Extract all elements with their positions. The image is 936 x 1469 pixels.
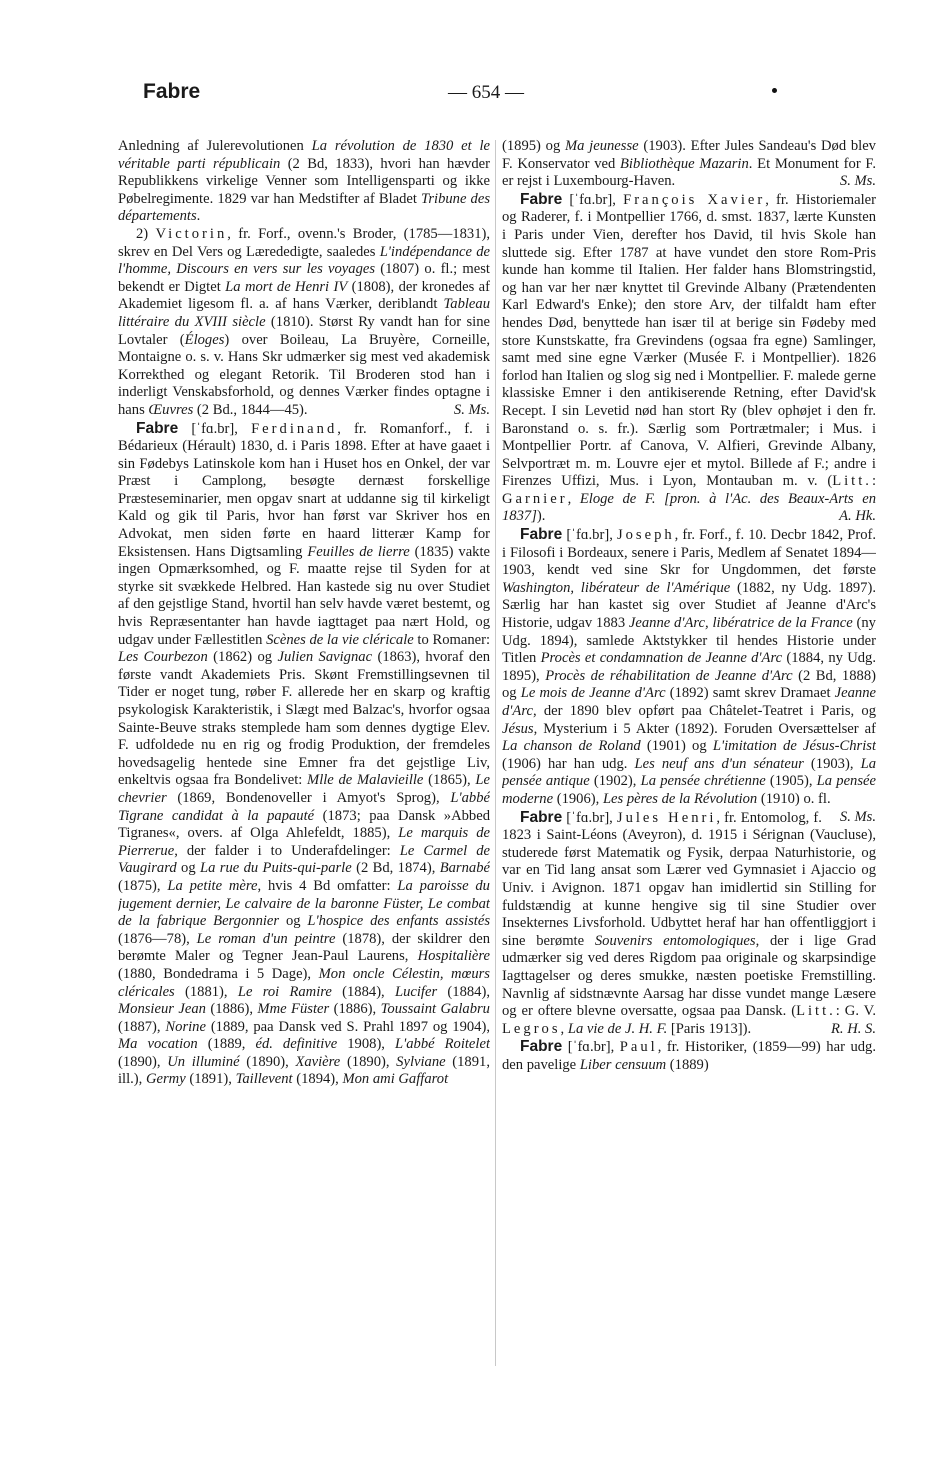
entry-francois-xavier: Fabre [ˈfɑ.br], François Xavier, fr. Historiemaler og Raderer, f. i Montpellier 1766, d. smst. 1837, lærte Kunsten i Paris under Vien, derefter hos David, til hvis Skole han sluttede sig. Efter 1787 at have vundet den store Rom-Pris kunde han komme til Italien. Her falder hans Blomstringstid, og han var her nær knyttet til Grevinde Albany (Prætendenten Karl Edward's Enke); den store Arv, der tilfaldt ham efter hendes Død, benyttede han især til at berige sin Fødeby med store Kunstskatte, fra Grevindens (ogsaa fra egne) Samlinger, samt med sine egne Værker (Musée F. i Montpellier). 1826 forlod han Italien og slog sig ned i Montpellier. F. malede gerne klassiske Emner i den antikiserende Retning, efter David'sk Recept. I sin Levetid nød han stort Ry (blev ophøjet i den fr. Baronstand o. s. fr.). Særlig som Portrætmaler; i Mus. i Montpellier Portr. af Canova, V. Alfieri, Grevinde Albany, Selvportræt m. m. Louvre ejer et mytol. Billede af F.; andre i Firenzes Uffizi, Mus. i Lyon, Montauban m. v. (Litt.: Garnier, Eloge de F. [pron. à l'Ac. des Beaux-Arts en 1837]). A. Hk.: [502, 190, 876, 525]
left-column: [118, 138, 490, 1368]
entry-headword: Fabre: [136, 419, 179, 437]
author-signature: S. Ms.: [453, 401, 490, 418]
author-signature: S. Ms.: [839, 173, 876, 190]
entry-headword: Fabre: [520, 190, 563, 208]
entry-victorin: 2) Victorin, fr. Forf., ovenn.'s Broder, (1785—1831), skrev en Del Vers og Lærededigte, saaledes L'indépendance de l'homme, Discours en vers sur les voyages (1807) o. fl.; mest bekendt er Digtet La mort de Henri IV (1808), der kronedes af Akademiet ligesom fl. a. af hans Værker, deriblandt Tableau littéraire du XVIII siècle (1810). Størst Ry vandt han for sine Lovtaler (Éloges) over Boileau, La Bruyère, Corneille, Montaigne o. s. v. Hans Skr udmærker sig mest ved akademisk Korrekthed og elegant Retorik. Til Broderen stod han i inderligt Venskabsforhold, og dennes Værker findes optagne i hans Œuvres (2 Bd., 1844—45). S. Ms.: [118, 225, 490, 418]
entry-headword: Fabre: [520, 1038, 563, 1056]
entry-name: François Xavier: [623, 191, 766, 208]
author-signature: A. Hk.: [839, 508, 876, 525]
column-divider: [495, 140, 496, 1366]
entry-paul: Fabre [ˈfɑ.br], Paul, fr. Historiker, (1859—99) har udg. den pavelige Liber censuum (1889): [502, 1038, 876, 1073]
author-signature: S. Ms.: [839, 808, 876, 825]
page-number: — 654 —: [448, 82, 524, 103]
entry-name: Paul: [619, 1039, 658, 1056]
entry-name: Victorin: [155, 225, 228, 242]
page-header: [0, 78, 936, 114]
entry-jules-henri: Fabre [ˈfɑ.br], Jules Henri, fr. Entomolog, f. 1823 i Saint-Léons (Aveyron), d. 1915 i Sérignan (Vaucluse), studerede først Matematik og Fysik, derpaa Naturhistorie, og var en Tid lang ansat som Lærer ved Gymnasiet i Ajaccio og Univ. i Avignon. 1871 opgav han imidlertid sin Stilling for fuldstændig at kunne hengive sig til sine Studier over Insekternes Livsforhold. Udbyttet heraf har han offentliggjort i sine berømte Souvenirs entomologiques, der i lige Grad udmærker sig ved deres Rigdom paa originale og skarpsindige Iagttagelser og deres smukke, næsten poetiske Fremstilling. Navnlig af sidstnævnte Aarsag har disse vundet mange Læsere og er oftere blevne oversatte, ogsaa paa Dansk. (Litt.: G. V. Legros, La vie de J. H. F. [Paris 1913]). R. H. S.: [502, 808, 876, 1037]
entry-joseph: Fabre [ˈfɑ.br], Joseph, fr. Forf., f. 10. Decbr 1842, Prof. i Filosofi i Bordeaux, senere i Paris, Medlem af Senatet 1894—1903, kendt ved sine Skr for Ungdommen, det første Washington, libérateur de l'Amérique (1882, ny Udg. 1897). Særlig har han kastet sig over Studiet af Jeanne d'Arc's Historie, udgav 1883 Jeanne d'Arc, libératrice de la France (ny Udg. 1894), samlede Aktstykker til hendes Historie under Titlen Procès et condamnation de Jeanne d'Arc (1884, ny Udg. 1895), Procès de réhabilitation de Jeanne d'Arc (2 Bd, 1888) og Le mois de Jeanne d'Arc (1892) samt skrev Dramaet Jeanne d'Arc, der 1890 blev opført paa Châtelet-Teatret i Paris, og Jésus, Mysterium i 5 Akter (1892). Foruden Oversættelser af La chanson de Roland (1901) og L'imitation de Jésus-Christ (1906) har han udg. Les neuf ans d'un sénateur (1903), La pensée antique (1902), La pensée chrétienne (1905), La pensée moderne (1906), Les pères de la Révolution (1910) o. fl. S. Ms.: [502, 526, 876, 825]
entry-name: Ferdinand: [251, 420, 338, 437]
running-headword: Fabre: [143, 80, 201, 103]
entry-continuation: Anledning af Julerevolutionen La révolution de 1830 et le véritable parti républicain (2 Bd, 1833), hvori han hævder Republikkens virkelige Venner som Intelligensparti og ikke Pøbelregimente. 1829 var han Medstifter af Bladet Tribune des départements.: [118, 138, 490, 225]
entry-headword: Fabre: [520, 526, 563, 544]
author-signature: R. H. S.: [831, 1020, 876, 1037]
ink-dot: [772, 88, 777, 93]
entry-name: Joseph: [616, 527, 675, 544]
entry-continuation: (1895) og Ma jeunesse (1903). Efter Jules Sandeau's Død blev F. Konservator ved Bibliothèque Mazarin. Et Monument for F. er rejst i Luxembourg-Haven. S. Ms.: [502, 138, 876, 190]
entry-headword: Fabre: [520, 808, 563, 826]
entry-name: Jules Henri: [616, 809, 717, 826]
entry-ferdinand: Fabre [ˈfɑ.br], Ferdinand, fr. Romanforf., f. i Bédarieux (Hérault) 1830, d. i Paris 1898. Efter at have gaaet i sin Fødebys Latinskole kom han i Huset hos en Onkel, der var Præst i Camplong, besøgte dernæst forskellige Præsteseminarier, men opgav snart at uddanne sig til kirkeligt Kald og gik til Paris, hvor han først var Skriver hos en Advokat, men siden førte en haard litterær Kamp for Eksistensen. Hans Digtsamling Feuilles de lierre (1835) vakte ingen Opmærksomhed, og F. maatte rejse til Syden for at styrke sit svækkede Helbred. Han kastede sig nu over Studiet af den gejstlige Stand, hvortil han selv havde været bestemt, og hvis Repræsentanter han havde iagttaget paa nært Hold, og udgav under Fællestitlen Scènes de la vie cléricale to Romaner: Les Courbezon (1862) og Julien Savignac (1863), hvoraf den første vandt Akademiets Pris. Skønt Fremstillingsevnen til Tider er noget tung, røber F. allerede her en skarp og kraftig psykologisk Karakteristik, i Slægt med Balzac's, hvorfor ogsaa Sainte-Beuve straks stemplede ham som dennes dygtige Elev. F. udfoldede nu en rig og frodig Produktion, der fremdeles hovedsagelig hentede sine Emner fra det gejstlige Liv, enkeltvis ogsaa fra Bondelivet: Mlle de Malavieille (1865), Le chevrier (1869, Bondenoveller i Amyot's Sprog), L'abbé Tigrane candidat à la papauté (1873; paa Dansk »Abbed Tigranes«, overs. af Olga Ahlefeldt, 1885), Le marquis de Pierrerue, der falder i to Underafdelinger: Le Carmel de Vaugirard og La rue du Puits-qui-parle (2 Bd, 1874), Barnabé (1875), La petite mère, hvis 4 Bd omfatter: La paroisse du jugement dernier, Le calvaire de la baronne Füster, Le combat de la fabrique Bergonnier og L'hospice des enfants assistés (1876—78), Le roman d'un peintre (1878), der skildrer den berømte Maler og Tegner Jean-Paul Laurens, Hospitalière (1880, Bondedrama i 5 Dage), Mon oncle Célestin, mœurs cléricales (1881), Le roi Ramire (1884), Lucifer (1884), Monsieur Jean (1886), Mme Füster (1886), Toussaint Galabru (1887), Norine (1889, paa Dansk ved S. Prahl 1897 og 1904), Ma vocation (1889, éd. definitive 1908), L'abbé Roitelet (1890), Un illuminé (1890), Xavière (1890), Sylviane (1891, ill.), Germy (1891), Taillevent (1894), Mon ami Gaffarot: [118, 419, 490, 1088]
right-column: [502, 138, 876, 1368]
